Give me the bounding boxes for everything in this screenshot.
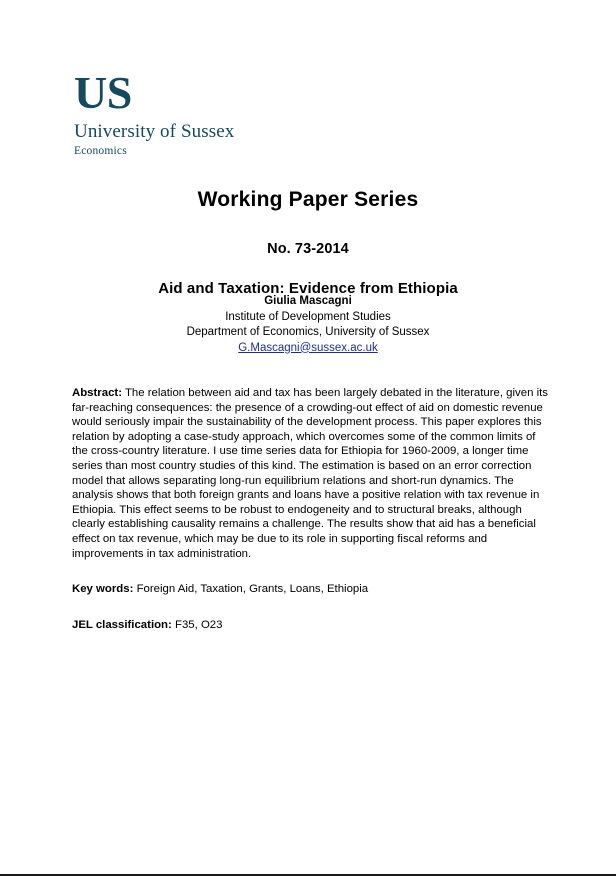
issue-number: No. 73-2014 [267, 241, 349, 257]
author-affiliation-primary: Institute of Development Studies [225, 310, 391, 323]
author-email-line [0, 341, 616, 357]
title-block [0, 188, 616, 297]
body-block [72, 386, 548, 632]
jel-label: JEL classification: [72, 618, 172, 631]
university-logo [74, 67, 334, 159]
author-block [0, 294, 616, 356]
keywords-text: Foreign Aid, Taxation, Grants, Loans, Ethiopia [133, 583, 369, 596]
author-email-link[interactable]: G.Mascagni@sussex.ac.uk [238, 341, 378, 354]
jel-text: F35, O23 [171, 618, 223, 631]
author-name: Giulia Mascagni [264, 295, 352, 307]
abstract-paragraph [72, 386, 548, 561]
jel-classification-line [72, 618, 548, 633]
keywords-line [72, 582, 548, 597]
page-title: Aid and Taxation: Evidence from Ethiopia [158, 280, 458, 297]
logo-department: Economics [74, 144, 127, 157]
logo-wordmark: University of Sussex [74, 121, 235, 143]
series-title: Working Paper Series [197, 188, 419, 211]
abstract-text: The relation between aid and tax has been largely debated in the literature, given its far-reaching consequences: the presence of a crowding-out effect of aid on domestic revenue would seriously impair the sustainability of the development process. This paper explores this relation by adopting a case-study approach, which overcomes some of the common limits of the cross-country literature. I use time series data for Ethiopia for 1960-2009, a longer time series than most country studies of this kind. The estimation is based on an error correction model that allows separating long-run equilibrium relations and short-run dynamics. The analysis shows that both foreign grants and loans have a positive relation with tax revenue in Ethiopia. This effect seems to be robust to endogeneity and to structural breaks, although clearly establishing causality remains a challenge. The results show that aid has a beneficial effect on tax revenue, which may be due to its role in supporting fiscal reforms and improvements in tax administration. [72, 387, 548, 560]
abstract-label: Abstract: [72, 387, 123, 399]
author-affiliation-secondary: Department of Economics, University of Sussex [186, 326, 430, 338]
logo-mark-us: US [74, 67, 132, 118]
keywords-label: Key words: [72, 583, 134, 596]
